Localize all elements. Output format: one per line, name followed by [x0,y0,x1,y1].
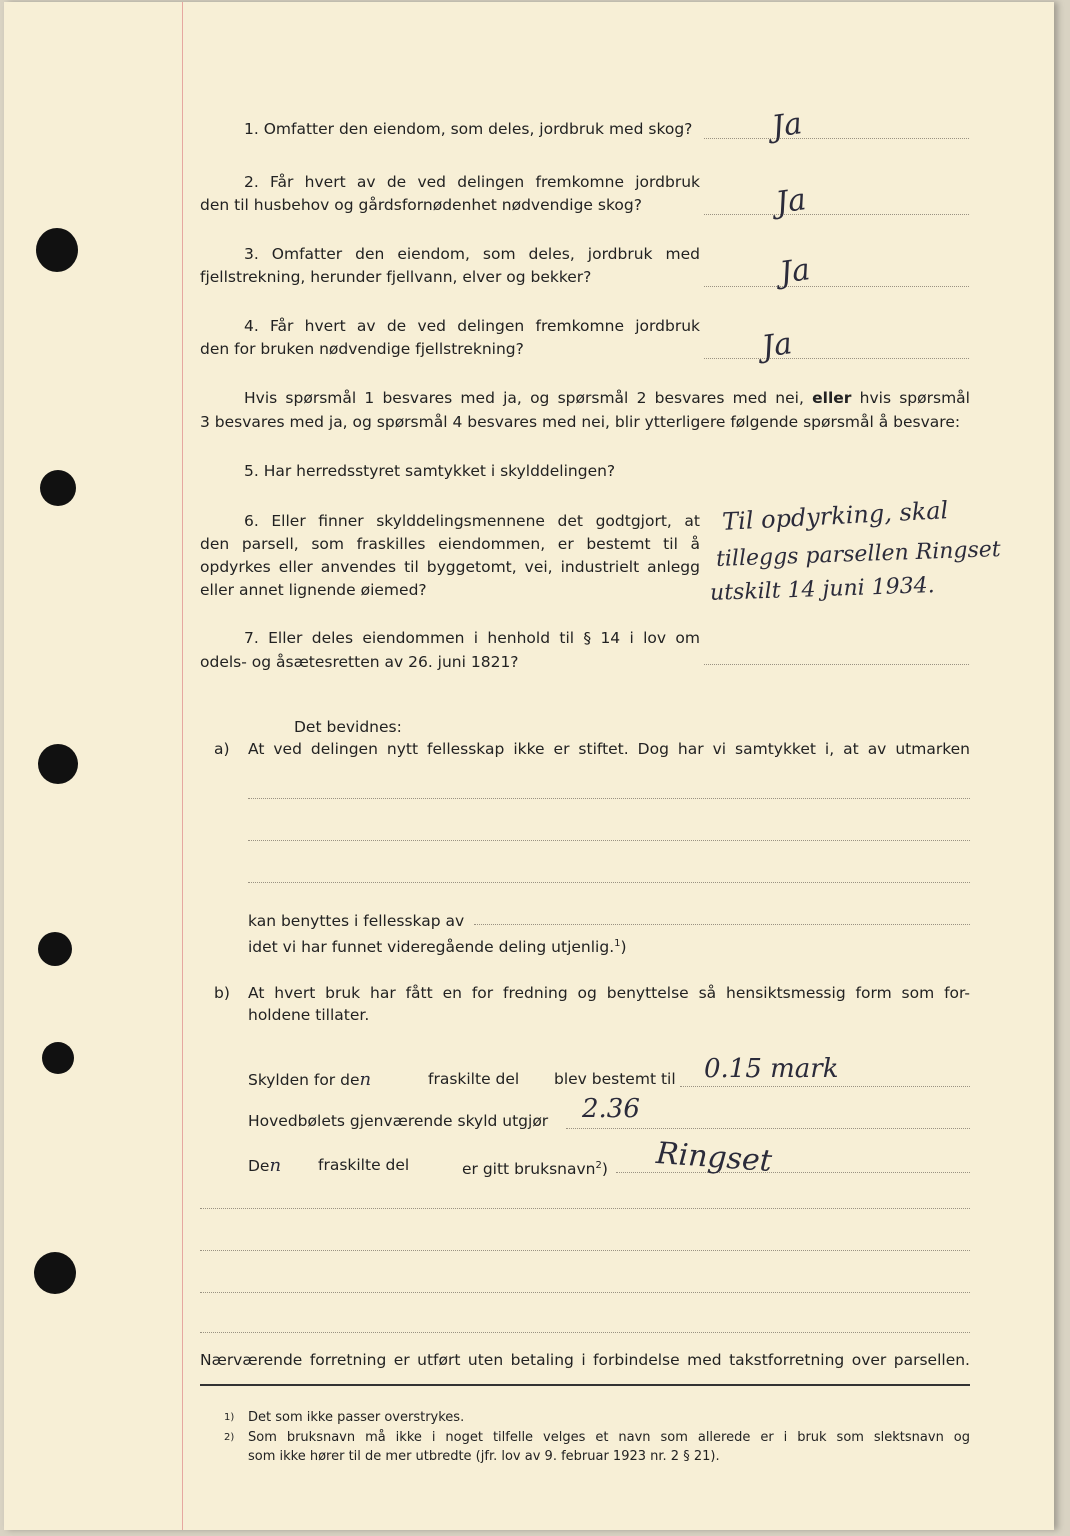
skyld-line-2-label: Hovedbølets gjenværende skyld utgjør [248,1112,549,1130]
answer-2: Ja [773,182,809,221]
item-a-continuation-text: idet vi har funnet videregående deling utjenlig. [248,938,615,957]
skyld-label-a: Skylden for de [248,1071,360,1089]
answer-line [704,286,969,287]
skyld-label-c: blev bestemt til [554,1070,676,1088]
conditional-instruction-line-2: 3 besvares med ja, og spørsmål 4 besvares med nei, blir ytterligere følgende spørsmål å besvare: [200,413,961,431]
binder-hole [42,1042,74,1074]
skyld-value: 0.15 mark [704,1054,839,1084]
question-4-line-1: 4. Får hvert av de ved delingen fremkomne jordbruk [244,317,700,335]
item-b-line-1: At hvert bruk har fått en for fredning og benyttelse så hensiktsmessig form som for- [248,984,970,1002]
intro-text-a: Hvis spørsmål 1 besvares med ja, og spørsmål 2 besvares med nei, [244,389,804,407]
footnote-1: Det som ikke passer overstrykes. [248,1410,465,1425]
fill-line [474,924,970,925]
answer-line [704,138,969,139]
question-6-line-3: opdyrkes eller anvendes til byggetomt, vei, industrielt anlegg [200,558,700,576]
binder-hole [40,470,76,506]
bruksnavn-label-b: fraskilte del [318,1156,410,1174]
closing-statement: Nærværende forretning er utført uten betaling i forbindelse med takstforretning over parsellen. [200,1351,970,1369]
answer-3: Ja [777,252,813,291]
bruksnavn-value: Ringset [654,1135,774,1180]
fill-line [200,1332,970,1333]
fill-line [566,1128,970,1129]
answer-line [704,664,969,665]
fill-line [200,1250,970,1251]
fill-line [616,1172,970,1173]
footnote-2-mark: 2) [224,1432,235,1443]
question-6-line-4: eller annet lignende øiemed? [200,581,427,599]
skyld-line-1 [248,1068,371,1092]
intro-text-c: hvis spørsmål [859,389,970,407]
item-a-text: At ved delingen nytt fellesskap ikke er stiftet. Dog har vi samtykket i, at av utmarken [248,740,970,758]
answer-1: Ja [769,106,805,145]
item-b-marker: b) [214,984,230,1002]
question-1: 1. Omfatter den eiendom, som deles, jordbruk med skog? [244,120,693,138]
item-a-continuation-line-2: idet vi har funnet videregående deling utjenlig.$^1$) [248,938,627,957]
binder-hole [38,744,78,784]
bruksnavn-label-text: er gitt bruksnavn [462,1160,596,1179]
fill-line [248,882,970,883]
item-a-marker: a) [214,740,230,758]
fill-line [200,1292,970,1293]
margin-line [182,2,183,1530]
footnote-2-line-1: Som bruksnavn må ikke i noget tilfelle velges et navn som allerede er i bruk som slektsnavn og [248,1430,970,1445]
question-2-line-2: den til husbehov og gårdsfornødenhet nødvendige skog? [200,196,642,214]
bruksnavn-label-a: De [248,1157,270,1175]
footnote-ref-2: 2 [595,1160,602,1171]
binder-hole [36,228,78,272]
item-a-continuation-line-1: kan benyttes i fellesskap av [248,912,465,930]
answer-6-line-2: tilleggs parsellen Ringset [715,537,1002,572]
question-3-line-2: fjellstrekning, herunder fjellvann, elver og bekker? [200,268,592,286]
answer-line [704,358,969,359]
footnote-2-line-2: som ikke hører til de mer utbredte (jfr. lov av 9. februar 1923 nr. 2 § 21). [248,1449,720,1464]
answer-6-line-3: utskilt 14 juni 1934. [709,573,936,606]
item-b-line-2: holdene tillater. [248,1006,370,1024]
question-7-line-2: odels- og åsætesretten av 26. juni 1821? [200,653,519,671]
footnote-1-mark: 1) [224,1412,235,1423]
skyld-handwritten-ending: n [359,1069,372,1090]
bruksnavn-label-c: er gitt bruksnavn$^2$) [462,1160,608,1179]
answer-6-line-1: Til opdyrking, skal [721,496,949,536]
remaining-skyld-value: 2.36 [582,1094,640,1124]
binder-hole [38,932,72,966]
fill-line [200,1208,970,1209]
skyld-label-b: fraskilte del [428,1070,520,1088]
question-4-line-2: den for bruken nødvendige fjellstrekning? [200,340,524,358]
question-7-line-1: 7. Eller deles eiendommen i henhold til § 14 i lov om [244,629,700,647]
fill-line [248,840,970,841]
fill-line [680,1086,970,1087]
question-6-line-2: den parsell, som fraskilles eiendommen, er bestemt til å [200,535,700,553]
question-3-line-1: 3. Omfatter den eiendom, som deles, jordbruk med [244,245,700,263]
answer-line [704,214,969,215]
footnote-ref-1: 1 [614,938,621,949]
bruksnavn-line [248,1154,281,1178]
intro-emphasis: eller [812,389,852,407]
certification-heading: Det bevidnes: [294,718,402,736]
bruksnavn-handwritten-ending: n [269,1155,282,1176]
question-2-line-1: 2. Får hvert av de ved delingen fremkomne jordbruk [244,173,700,191]
question-6-line-1: 6. Eller finner skylddelingsmennene det godtgjort, at [244,512,700,530]
fill-line [248,798,970,799]
binder-hole [34,1252,76,1294]
document-page [4,2,1054,1530]
question-5: 5. Har herredsstyret samtykket i skylddelingen? [244,462,616,480]
answer-4: Ja [759,326,795,365]
footnote-rule [200,1384,970,1386]
